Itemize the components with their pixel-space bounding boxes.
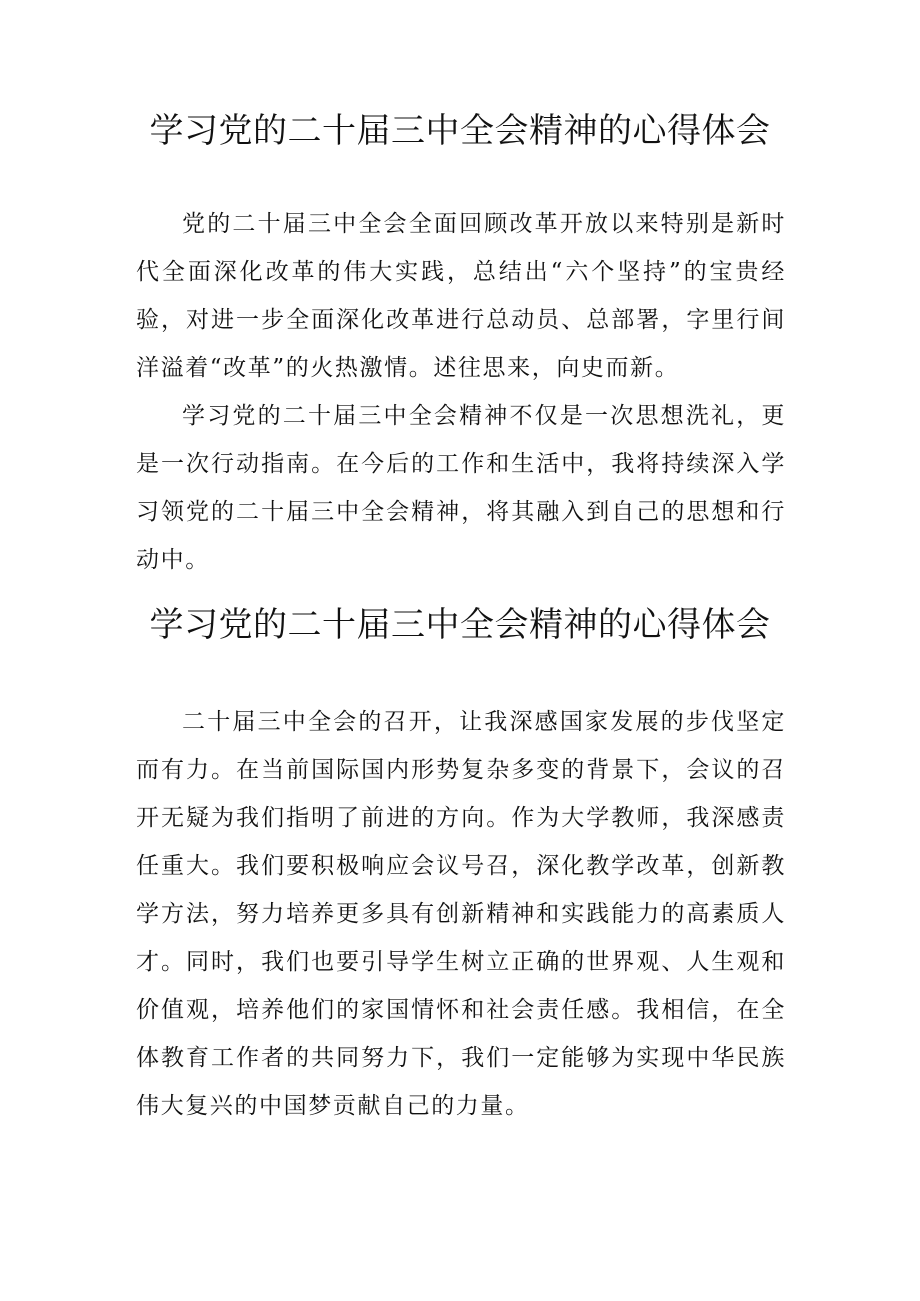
article-1-body xyxy=(136,200,786,584)
article-2-title: 学习党的二十届三中全会精神的心得体会 xyxy=(149,605,771,645)
article-2-body xyxy=(136,698,786,1130)
article-1-paragraph-1: 党的二十届三中全会全面回顾改革开放以来特别是新时代全面深化改革的伟大实践，总结出“六个坚持”的宝贵经验，对进一步全面深化改革进行总动员、总部署，字里行间洋溢着“改革”的火热激情。述往思来，向史而新。 xyxy=(136,211,786,381)
article-1 xyxy=(0,100,920,573)
article-2-paragraph-1: 二十届三中全会的召开，让我深感国家发展的步伐坚定而有力。在当前国际国内形势复杂多变的背景下，会议的召开无疑为我们指明了前进的方向。作为大学教师，我深感责任重大。我们要积极响应会议号召，深化教学改革，创新教学方法，努力培养更多具有创新精神和实践能力的高素质人才。同时，我们也要引导学生树立正确的世界观、人生观和价值观，培养他们的家国情怀和社会责任感。我相信，在全体教育工作者的共同努力下，我们一定能够为实现中华民族伟大复兴的中国梦贡献自己的力量。 xyxy=(136,709,786,1119)
article-2 xyxy=(0,594,920,1119)
article-1-paragraph-2: 学习党的二十届三中全会精神不仅是一次思想洗礼，更是一次行动指南。在今后的工作和生活中，我将持续深入学习领党的二十届三中全会精神，将其融入到自己的思想和行动中。 xyxy=(136,403,786,573)
article-1-title: 学习党的二十届三中全会精神的心得体会 xyxy=(149,111,771,151)
